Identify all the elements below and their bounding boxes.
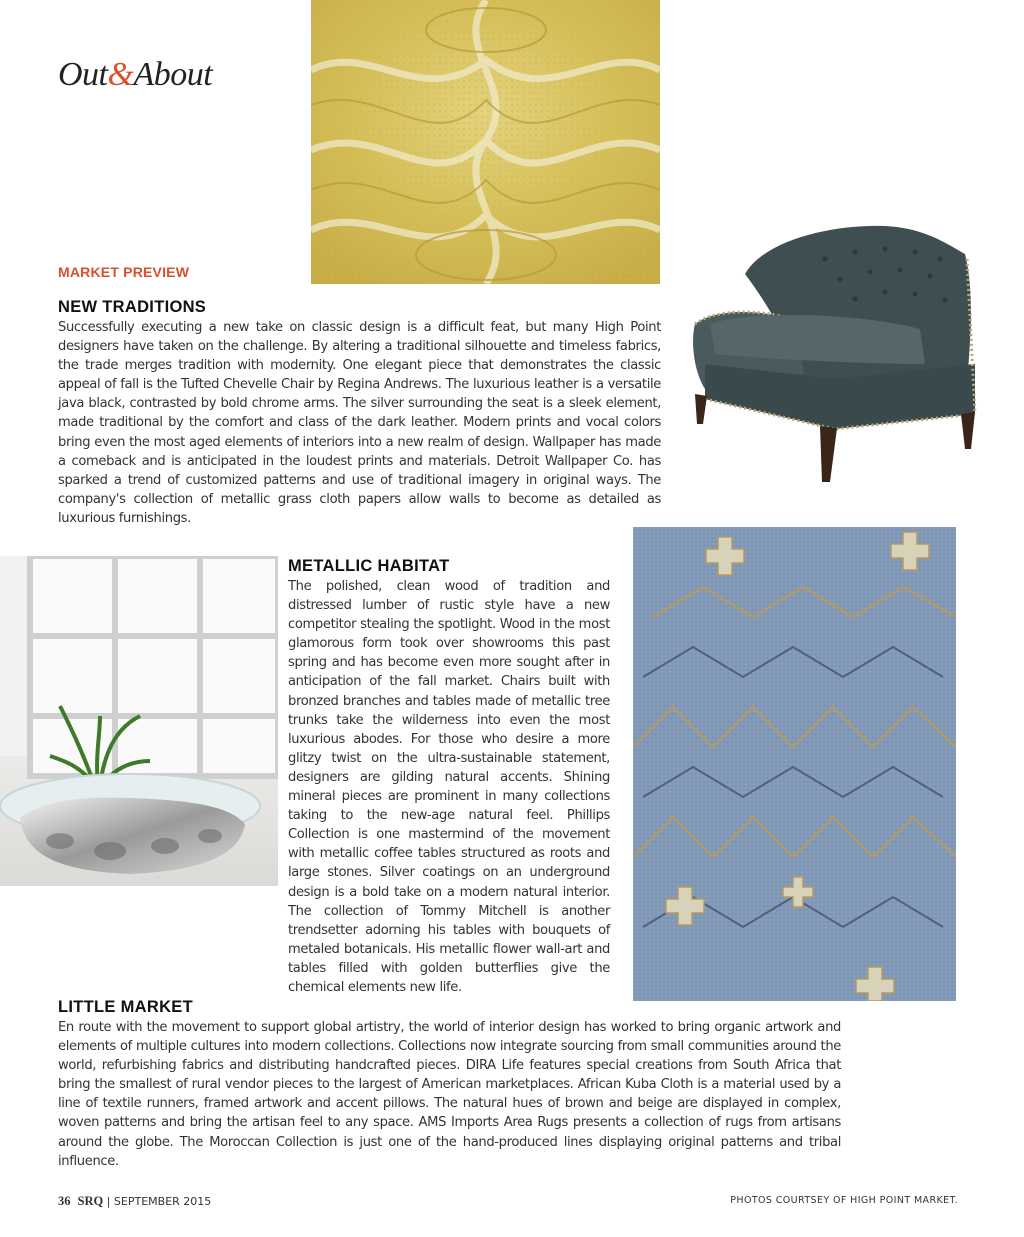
tufted-chair-image (685, 214, 995, 486)
page-number: 36 (58, 1194, 71, 1208)
metallic-table-image (0, 556, 278, 886)
footer-separator: | (106, 1195, 111, 1208)
section-brand (58, 56, 212, 94)
brand-out: Out (58, 56, 108, 93)
magazine-name: SRQ (77, 1194, 104, 1208)
market-preview-kicker: MARKET PREVIEW (58, 264, 190, 280)
little-market-body: En route with the movement to support global artistry, the world of interior design has worked to bring organic artwork and elements of multiple cultures into modern collections. Collections now integrate sourcing from small communities around the world, refurbishing fabrics and distributing handcrafted pieces. DIRA Life features special creations from South Africa that bring the smallest of rural vendor pieces to the largest of American marketplaces. African Kuba Cloth is a material used by a line of textile runners, framed artwork and accent pillows. The natural hues of brown and beige are displayed in complex, woven patterns and bring the artisan feel to any space. AMS Imports Area Rugs presents a collection of rugs from artisans around the globe. The Moroccan Collection is just one of the hand-produced lines displaying original patterns and tribal influence. (58, 1020, 841, 1169)
metallic-habitat-body: The polished, clean wood of tradition and distressed lumber of rustic style have a new competitor stealing the spotlight. Wood in the most glamorous form took over showrooms this past spring and has become even more sought after in anticipation of the fall market. Chairs built with bronzed branches and tables made of metallic tree trunks take the wilderness into even the most luxurious abodes. For those who desire a more glitzy twist on the ultra-sustainable statement, designers are gilding natural accents. Shining mineral pieces are prominent in many collections taking to the new-age natural feel. Phillips Collection is one mastermind of the movement with metallic coffee tables structured as roots and large stones. Silver coatings on an underground design is a bold take on a modern natural interior. The collection of Tommy Mitchell is another trendsetter adorning his tables with bouquets of metaled botanicals. His metallic flower wall-art and tables filled with golden butterflies give the chemical elements new life. (288, 579, 610, 995)
little-market-heading: LITTLE MARKET (58, 998, 193, 1016)
gold-wallpaper-image (311, 0, 660, 284)
new-traditions-body: Successfully executing a new take on classic design is a difficult feat, but many High Point designers have taken on the challenge. By altering a traditional silhouette and timeless fabrics, the trade merges tradition with modernity. One elegant piece that demonstrates the classic appeal of fall is the Tufted Chevelle Chair by Regina Andrews. The luxurious leather is a versatile java black, contrasted by bold chrome arms. The silver surrounding the seat is a sleek element, made traditional by the comfort and class of the dark leather. Modern prints and vocal colors bring even the most aged elements of interiors into a new realm of design. Wallpaper has made a comeback and is anticipated in the loudest prints and materials. Detroit Wallpaper Co. has sparked a trend of customized patterns and use of traditional imagery in original ways. The company's collection of metallic grass cloth papers allow walls to become as detailed as luxurious furnishings. (58, 320, 661, 526)
issue-date: SEPTEMBER 2015 (113, 1195, 212, 1208)
moroccan-rug-image (633, 527, 956, 1001)
photo-credit: PHOTOS COURTSEY OF HIGH POINT MARKET. (730, 1195, 958, 1206)
brand-about: About (133, 56, 213, 93)
metallic-habitat-heading: METALLIC HABITAT (288, 557, 450, 575)
new-traditions-heading: NEW TRADITIONS (58, 298, 207, 316)
page-footer (58, 1194, 211, 1209)
brand-ampersand: & (107, 56, 134, 93)
